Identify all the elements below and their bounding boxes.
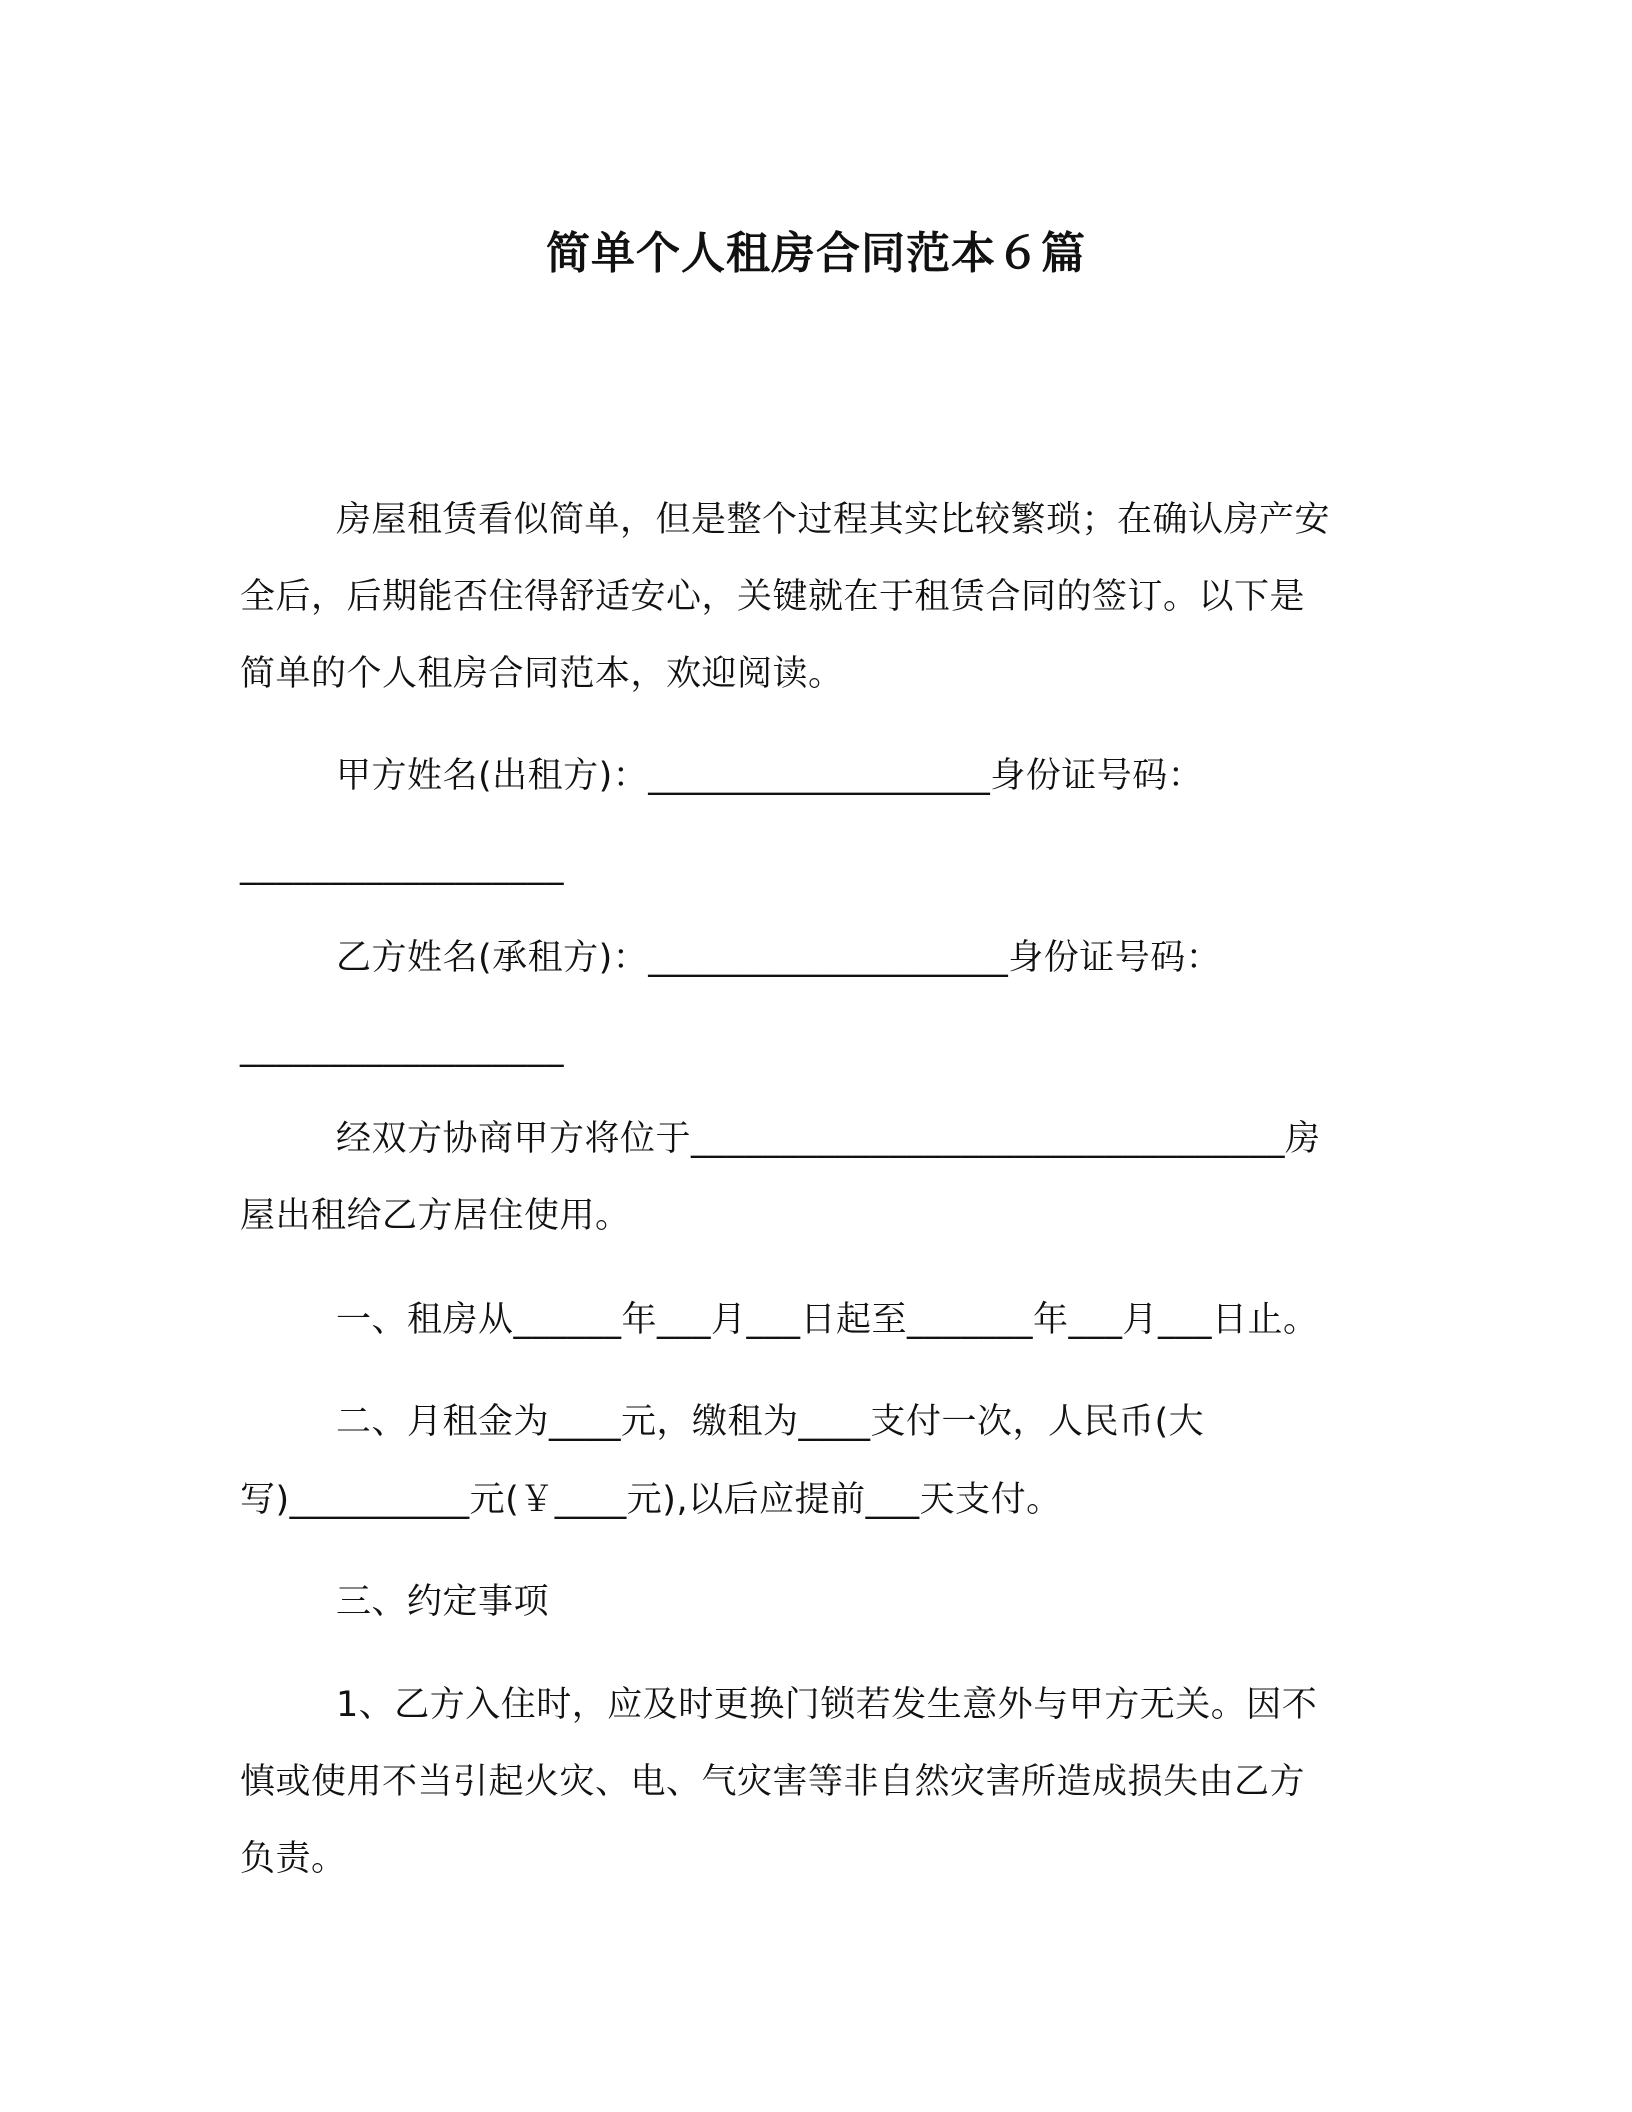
party-a-line: 甲方姓名(出租方)：___________________身份证号码： bbox=[336, 756, 1204, 796]
paragraph-intro-line-1: 房屋租赁看似简单，但是整个过程其实比较繁琐；在确认房产安 bbox=[336, 500, 1331, 540]
clause-3-heading: 三、约定事项 bbox=[336, 1582, 550, 1622]
party-b-id-blank: __________________ bbox=[240, 1028, 564, 1068]
property-line-1: 经双方协商甲方将位于_________________________________房 bbox=[336, 1119, 1321, 1159]
document-title: 简单个人租房合同范本６篇 bbox=[546, 228, 1086, 279]
party-b-line: 乙方姓名(承租方)：____________________身份证号码： bbox=[336, 938, 1222, 978]
item-1-line-1: 1、乙方入住时，应及时更换门锁若发生意外与甲方无关。因不 bbox=[336, 1685, 1318, 1725]
clause-2-rent-line-1: 二、月租金为____元，缴租为____支付一次，人民币(大 bbox=[336, 1402, 1205, 1442]
paragraph-intro-line-2: 全后，后期能否住得舒适安心，关键就在于租赁合同的签订。以下是 bbox=[240, 577, 1306, 617]
clause-1-term: 一、租房从______年___月___日起至_______年___月___日止。 bbox=[336, 1300, 1319, 1340]
clause-2-rent-line-2: 写)__________元(￥____元),以后应提前___天支付。 bbox=[240, 1480, 1062, 1520]
item-1-line-3: 负责。 bbox=[240, 1839, 347, 1879]
paragraph-intro-line-3: 简单的个人租房合同范本，欢迎阅读。 bbox=[240, 654, 844, 694]
item-1-line-2: 慎或使用不当引起火灾、电、气灾害等非自然灾害所造成损失由乙方 bbox=[240, 1762, 1306, 1802]
property-line-2: 屋出租给乙方居住使用。 bbox=[240, 1196, 631, 1236]
party-a-id-blank: __________________ bbox=[240, 846, 564, 886]
